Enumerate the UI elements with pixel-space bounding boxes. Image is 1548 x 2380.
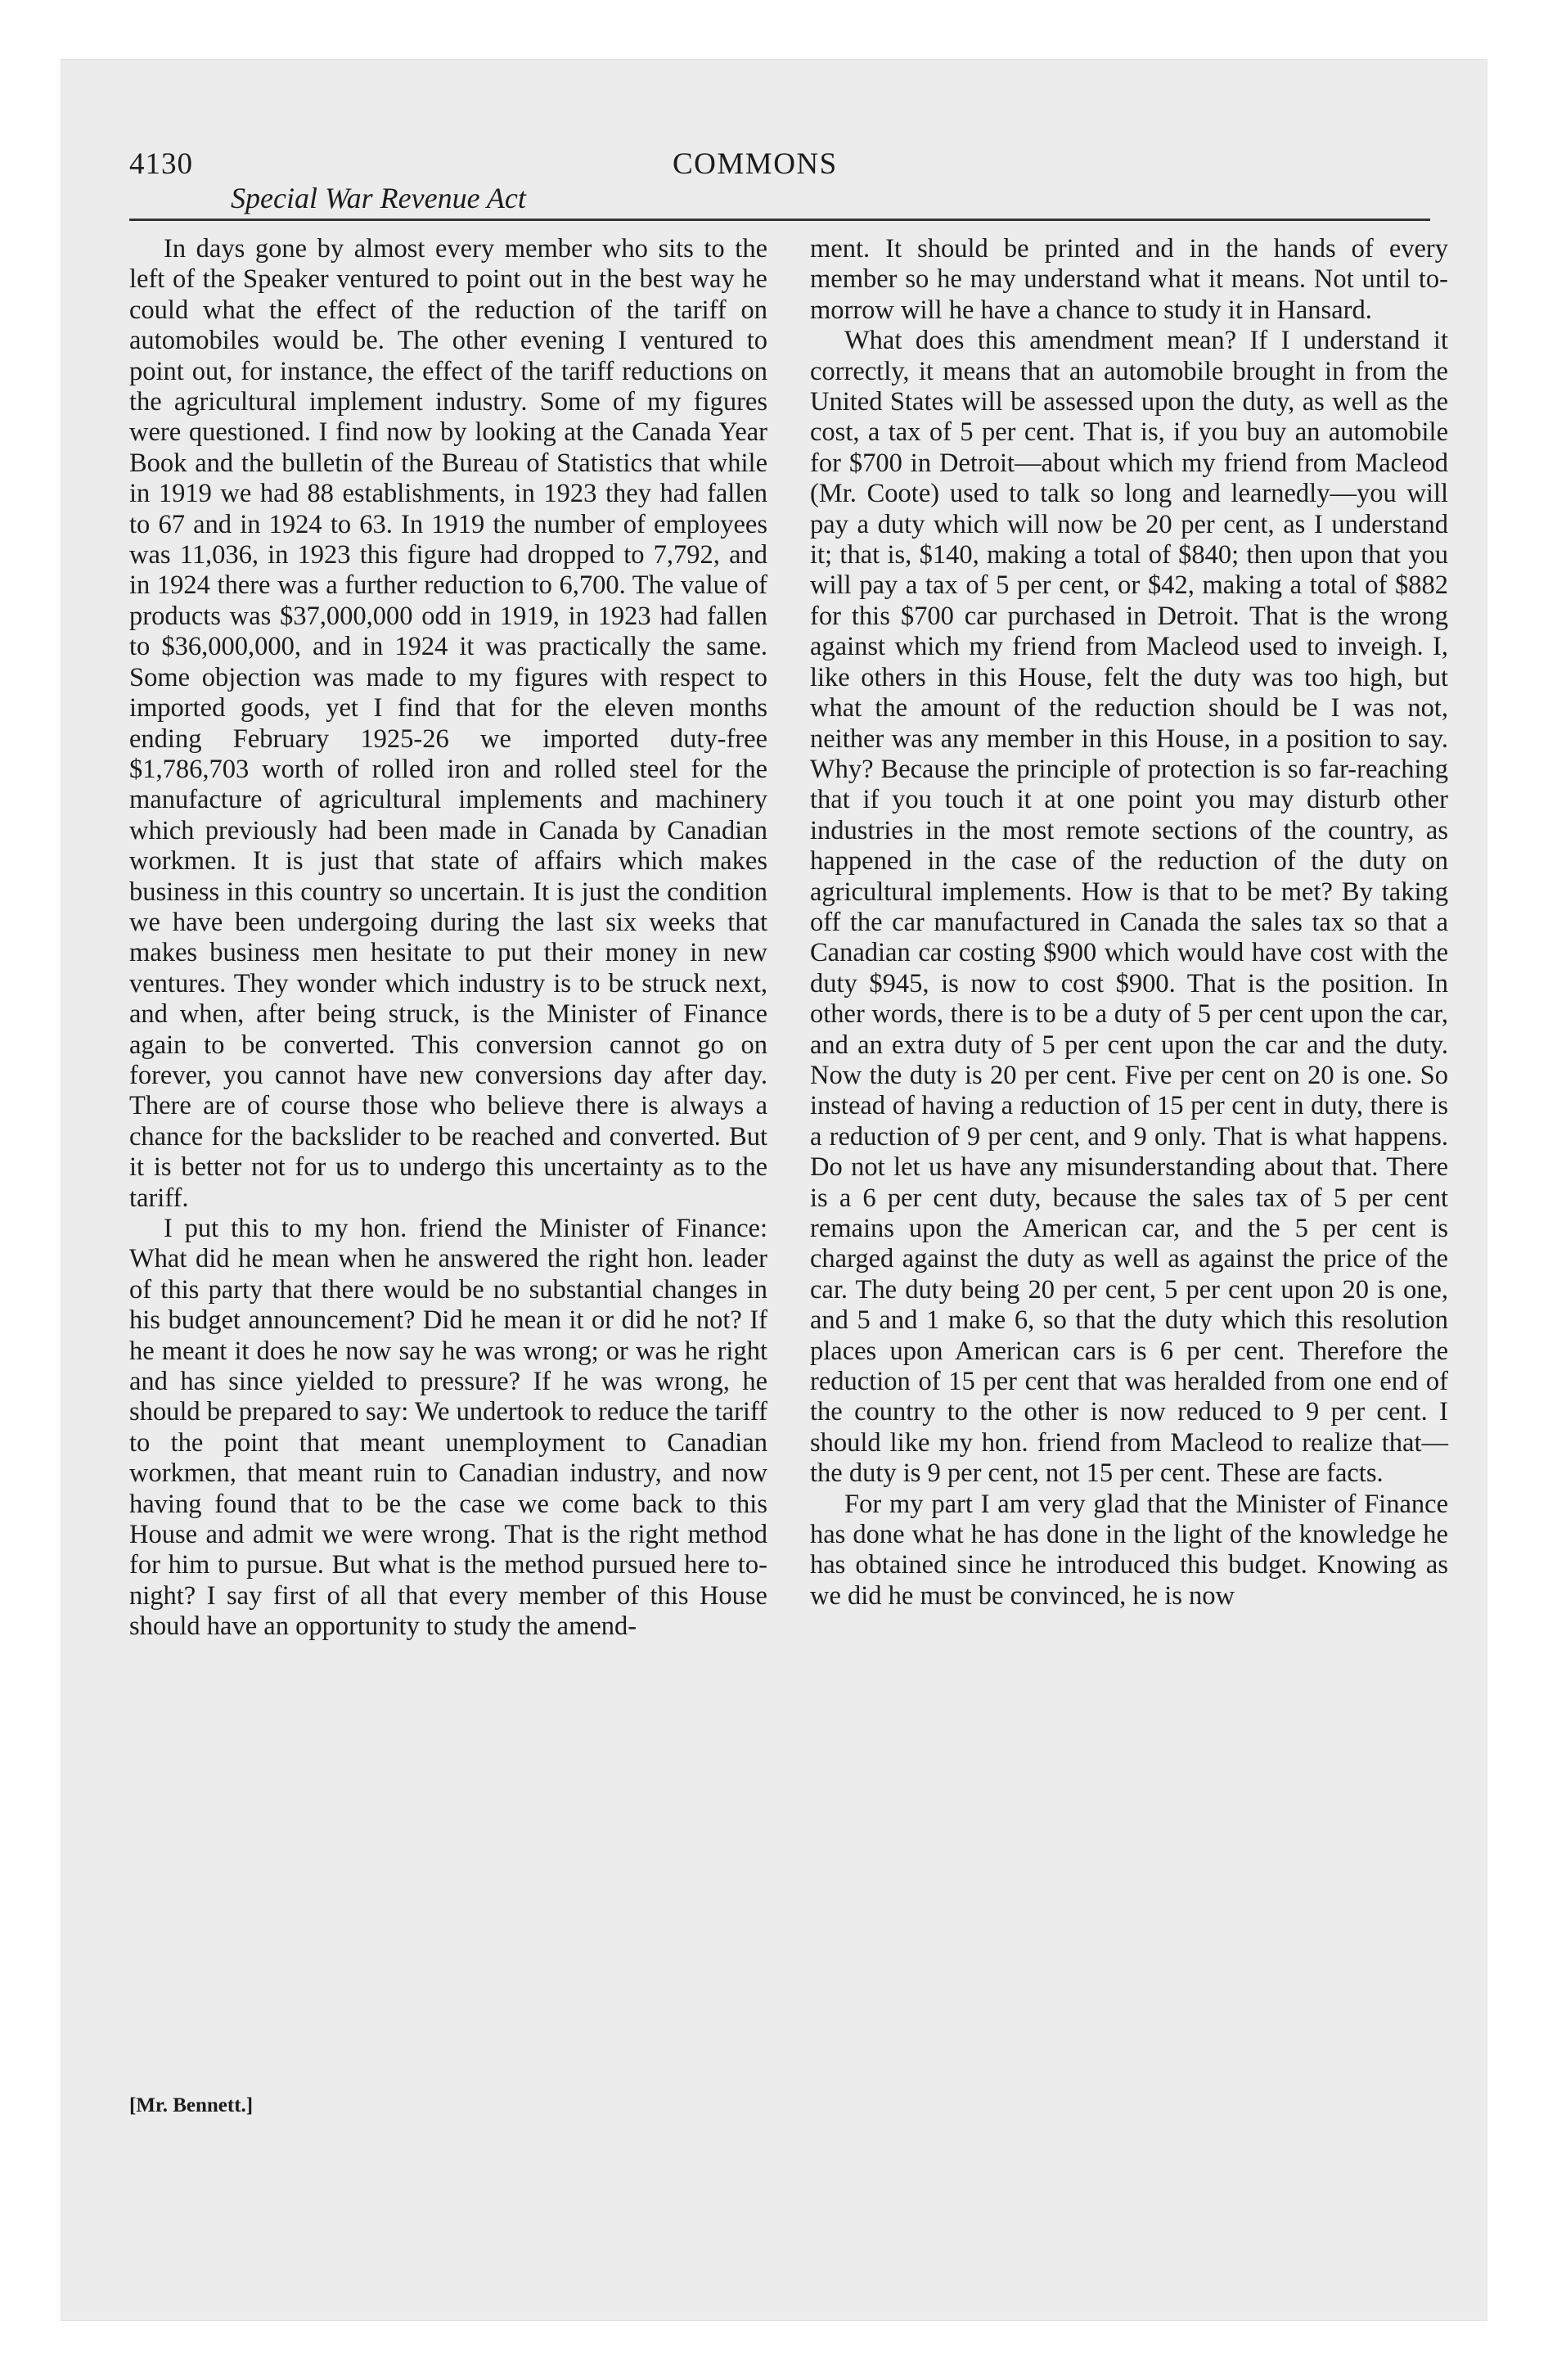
- speaker-footer: [Mr. Bennett.]: [129, 2094, 254, 2116]
- header-rule: [129, 219, 1430, 221]
- paragraph: I put this to my hon. friend the Minister of Finance: What did he mean when he answered the right hon. leader of this party that there would be no substantial changes in his budget announcement? Did he mean it or did he not? If he meant it does he now say he was wrong; or was he right and has since yielded to pressure? If he was wrong, he should be prepared to say: We undertook to reduce the tariff to the point that meant unemployment to Canadian workmen, that meant ruin to Canadian industry, and now having found that to be the case we come back to this House and admit we were wrong. That is the right method for him to pursue. But what is the method pursued here to-night? I say first of all that every member of this House should have an opportunity to study the amend-: [129, 1214, 767, 1642]
- paragraph: In days gone by almost every member who sits to the left of the Speaker ventured to point out in the best way he could what the effect of the reduction of the tariff on automobiles would be. The other evening I ventured to point out, for instance, the effect of the tariff reductions on the agricultural implement industry. Some of my figures were questioned. I find now by looking at the Canada Year Book and the bulletin of the Bureau of Statistics that while in 1919 we had 88 establishments, in 1923 they had fallen to 67 and in 1924 to 63. In 1919 the number of employees was 11,036, in 1923 this figure had dropped to 7,792, and in 1924 there was a further reduction to 6,700. The value of products was $37,000,000 odd in 1919, in 1923 had fallen to $36,000,000, and in 1924 it was practically the same. Some objection was made to my figures with respect to imported goods, yet I find that for the eleven months ending February 1925-26 we imported duty-free $1,786,703 worth of rolled iron and rolled steel for the manufacture of agricultural implements and machinery which previously had been made in Canada by Canadian workmen. It is just that state of affairs which makes business in this country so uncertain. It is just the condition we have been undergoing during the last six weeks that makes business men hesitate to put their money in new ventures. They wonder which industry is to be struck next, and when, after being struck, is the Minister of Finance again to be converted. This conversion cannot go on forever, you cannot have new conversions day after day. There are of course those who believe there is always a chance for the backslider to be reached and converted. But it is better not for us to undergo this uncertainty as to the tariff.: [129, 234, 767, 1213]
- paragraph-continued: ment. It should be printed and in the hands of every member so he may understand what it means. Not until to-morrow will he have a chance to study it in Hansard.: [810, 234, 1448, 325]
- left-column: [129, 234, 767, 1643]
- right-column: [810, 234, 1448, 1611]
- running-head: COMMONS: [673, 147, 838, 181]
- section-title: Special War Revenue Act: [231, 182, 526, 214]
- paragraph: For my part I am very glad that the Minister of Finance has done what he has done in the light of the knowledge he has obtained since he introduced this budget. Knowing as we did he must be convinced, he is now: [810, 1489, 1448, 1611]
- paragraph: What does this amendment mean? If I understand it correctly, it means that an automobile brought in from the United States will be assessed upon the duty, as well as the cost, a tax of 5 per cent. That is, if you buy an automobile for $700 in Detroit—about which my friend from Macleod (Mr. Coote) used to talk so long and learnedly—you will pay a duty which will now be 20 per cent, as I understand it; that is, $140, making a total of $840; then upon that you will pay a tax of 5 per cent, or $42, making a total of $882 for this $700 car purchased in Detroit. That is the wrong against which my friend from Macleod used to inveigh. I, like others in this House, felt the duty was too high, but what the amount of the reduction should be I was not, neither was any member in this House, in a position to say. Why? Because the principle of protection is so far-reaching that if you touch it at one point you may disturb other industries in the most remote sections of the country, as happened in the case of the reduction of the duty on agricultural implements. How is that to be met? By taking off the car manufactured in Canada the sales tax so that a Canadian car costing $900 which would have cost with the duty $945, is now to cost $900. That is the position. In other words, there is to be a duty of 5 per cent upon the car, and an extra duty of 5 per cent upon the car and the duty. Now the duty is 20 per cent. Five per cent on 20 is one. So instead of having a reduction of 15 per cent in duty, there is a reduction of 9 per cent, and 9 only. That is what happens. Do not let us have any misunderstanding about that. There is a 6 per cent duty, because the sales tax of 5 per cent remains upon the American car, and the 5 per cent is charged against the duty as well as against the price of the car. The duty being 20 per cent, 5 per cent upon 20 is one, and 5 and 1 make 6, so that the duty which this resolution places upon American cars is 6 per cent. Therefore the reduction of 15 per cent that was heralded from one end of the country to the other is now reduced to 9 per cent. I should like my hon. friend from Macleod to realize that—the duty is 9 per cent, not 15 per cent. These are facts.: [810, 326, 1448, 1489]
- page-number: 4130: [129, 147, 193, 181]
